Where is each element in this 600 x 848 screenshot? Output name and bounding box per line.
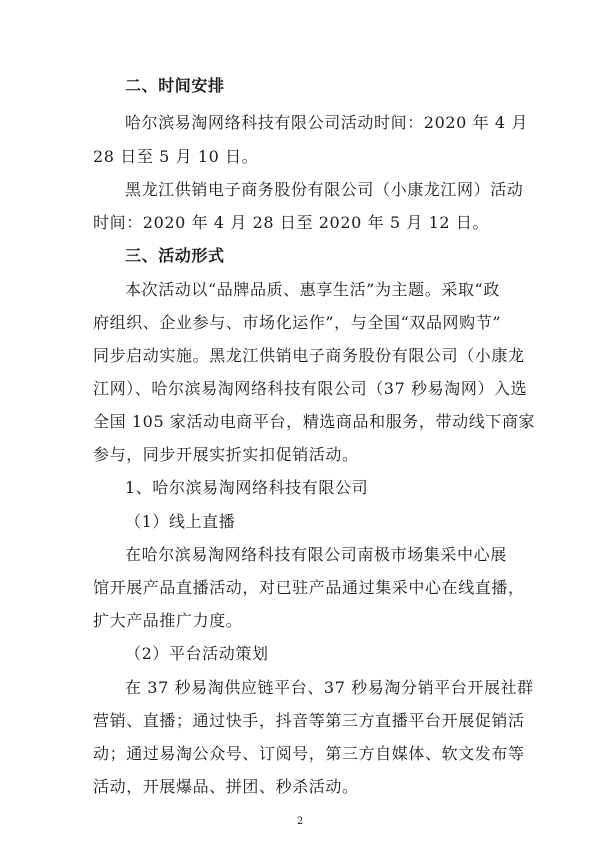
subheading-company: 1、哈尔滨易淘网络科技有限公司 (125, 478, 369, 497)
section-heading-schedule: 二、时间安排 (125, 76, 225, 95)
paragraph-line: 在 37 秒易淘供应链平台、37 秒易淘分销平台开展社群 (125, 678, 534, 697)
paragraph-line: 时间：2020 年 4 月 28 日至 2020 年 5 月 12 日。 (93, 213, 490, 232)
paragraph-line: 哈尔滨易淘网络科技有限公司活动时间：2020 年 4 月 (125, 113, 528, 132)
paragraph-line: 黑龙江供销电子商务股份有限公司（小康龙江网）活动 (125, 180, 524, 199)
paragraph-line: 在哈尔滨易淘网络科技有限公司南极市场集采中心展 (125, 545, 507, 564)
page-number: 2 (296, 816, 304, 827)
section-heading-activity-form: 三、活动形式 (125, 246, 225, 265)
paragraph-line: 扩大产品推广力度。 (93, 611, 243, 630)
subheading-platform-planning: （2）平台活动策划 (125, 644, 269, 663)
paragraph-line: 全国 105 家活动电商平台，精选商品和服务，带动线下商家 (93, 412, 536, 431)
paragraph-line: 动；通过易淘公众号、订阅号，第三方自媒体、软文发布等 (93, 744, 525, 763)
paragraph-line: 参与，同步开展实折实扣促销活动。 (93, 445, 359, 464)
paragraph-line: 28 日至 5 月 10 日。 (93, 147, 259, 166)
paragraph-line: 活动，开展爆品、拼团、秒杀活动。 (93, 777, 359, 796)
paragraph-line: 府组织、企业参与、市场化运作”，与全国“双品网购节” (93, 313, 502, 332)
paragraph-line: 营销、直播；通过快手，抖音等第三方直播平台开展促销活 (93, 711, 525, 730)
paragraph-line: 本次活动以“品牌品质、惠享生活”为主题。采取“政 (125, 280, 500, 299)
paragraph-line: 江网）、哈尔滨易淘网络科技有限公司（37 秒易淘网）入选 (93, 379, 528, 398)
subheading-live-stream: （1）线上直播 (125, 512, 236, 531)
paragraph-line: 馆开展产品直播活动，对已驻产品通过集采中心在线直播， (93, 578, 525, 597)
paragraph-line: 同步启动实施。黑龙江供销电子商务股份有限公司（小康龙 (93, 346, 525, 365)
